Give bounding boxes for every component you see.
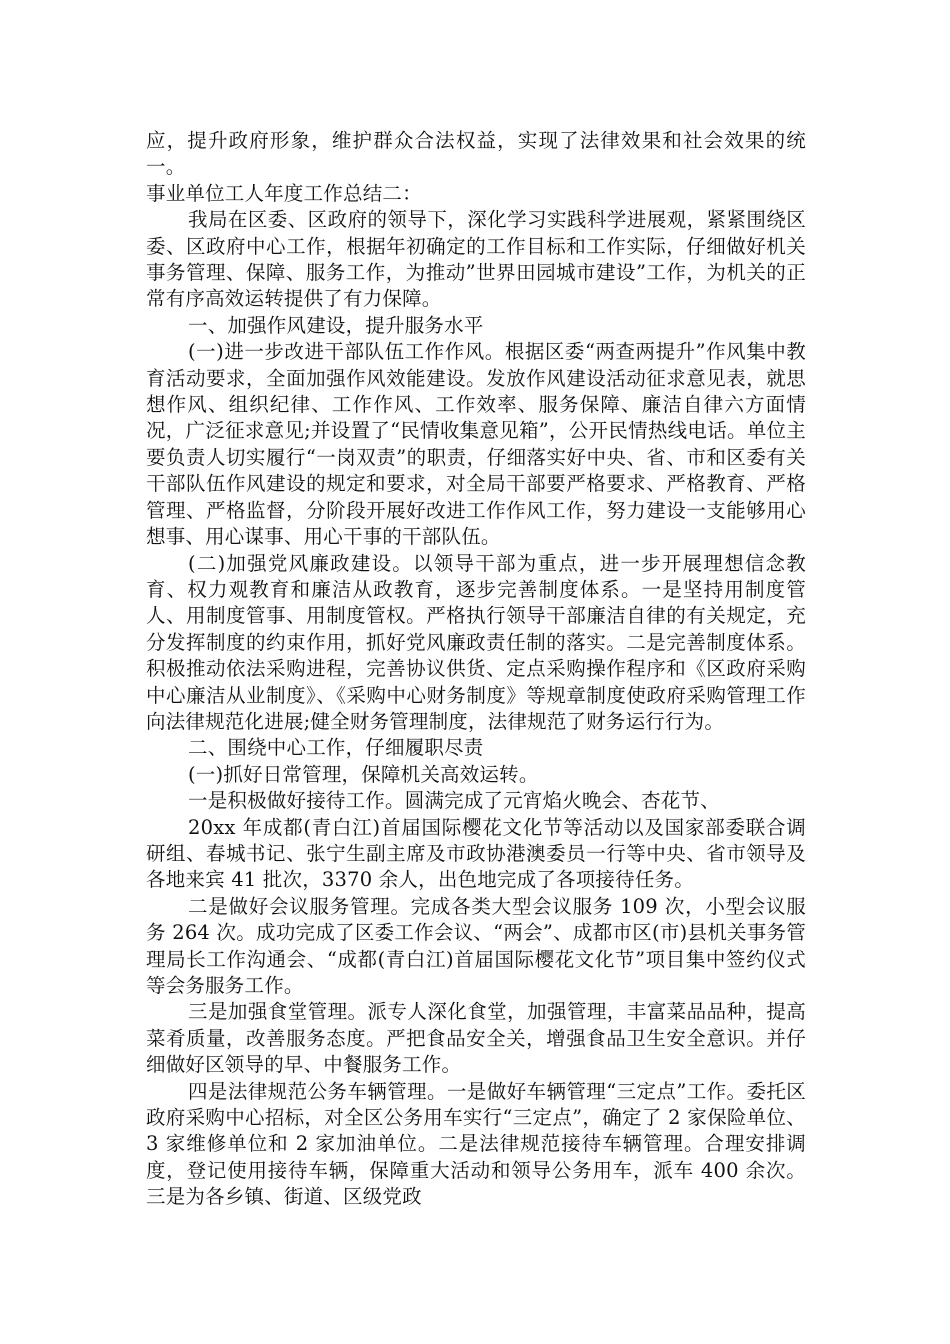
paragraph: 三是加强食堂管理。派专人深化食堂，加强管理，丰富菜品品种，提高菜肴质量，改善服务态度。严把食品安全关，增强食品卫生安全意识。并仔细做好区领导的早、中餐服务工作。 [146,1000,806,1077]
paragraph: 我局在区委、区政府的领导下，深化学习实践科学进展观，紧紧围绕区委、区政府中心工作，根据年初确定的工作目标和工作实际，仔细做好机关事务管理、保障、服务工作，为推动”世界田园城市建设”工作，为机关的正常有序高效运转提供了有力保障。 [146,208,806,311]
section-heading: 一、加强作风建设，提升服务水平 [188,313,484,337]
paragraph: (二)加强党风廉政建设。以领导干部为重点，进一步开展理想信念教育、权力观教育和廉洁从政教育，逐步完善制度体系。一是坚持用制度管人、用制度管事、用制度管权。严格执行领导干部廉洁自律的有关规定，充分发挥制度的约束作用，抓好党风廉政责任制的落实。二是完善制度体系。积极推动依法采购进程，完善协议供货、定点采购操作程序和《区政府采购中心廉洁从业制度》、《采购中心财务制度》等规章制度使政府采购管理工作向法律规范化进展;健全财务管理制度，法律规范了财务运行行为。 [146,551,806,733]
section-heading: 事业单位工人年度工作总结二： [146,181,422,205]
paragraph: 应，提升政府形象，维护群众合法权益，实现了法律效果和社会效果的统一。 [146,129,806,179]
subsection-heading: (一)抓好日常管理，保障机关高效运转。 [188,762,539,786]
paragraph: (一)进一步改进干部队伍工作作风。根据区委“两查两提升”作风集中教育活动要求，全面加强作风效能建设。发放作风建设活动征求意见表，就思想作风、组织纪律、工作作风、工作效率、服务保障、廉洁自律六方面情况，广泛征求意见;并设置了“民情收集意见箱”，公开民情热线电话。单位主要负责人切实履行“一岗双责”的职责，仔细落实好中央、省、市和区委有关干部队伍作风建设的规定和要求，对全局干部要严格要求、严格教育、严格管理、严格监督，分阶段开展好改进工作作风工作，努力建设一支能够用心想事、用心谋事、用心干事的干部队伍。 [146,340,806,549]
document-body [146,128,806,1211]
paragraph: 一是积极做好接待工作。圆满完成了元宵焰火晚会、杏花节、 [188,789,720,813]
paragraph: 二是做好会议服务管理。完成各类大型会议服务 109 次，小型会议服务 264 次。成功完成了区委工作会议、“两会”、成都市区(市)县机关事务管理局长工作沟通会、“成都(青白江)首届国际樱花文化节”项目集中签约仪式等会务服务工作。 [146,894,806,997]
section-heading: 二、围绕中心工作，仔细履职尽责 [188,736,484,760]
paragraph: 20xx 年成都(青白江)首届国际樱花文化节等活动以及国家部委联合调研组、春城书记、张宁生副主席及市政协港澳委员一行等中央、省市领导及各地来宾 41 批次，3370 余人，出色地完成了各项接待任务。 [146,815,806,892]
paragraph: 四是法律规范公务车辆管理。一是做好车辆管理“三定点”工作。委托区政府采购中心招标，对全区公务用车实行“三定点”，确定了 2 家保险单位、3 家维修单位和 2 家加油单位。二是法律规范接待车辆管理。合理安排调度，登记使用接待车辆，保障重大活动和领导公务用车，派车 400 余次。三是为各乡镇、街道、区级党政 [146,1079,806,1209]
